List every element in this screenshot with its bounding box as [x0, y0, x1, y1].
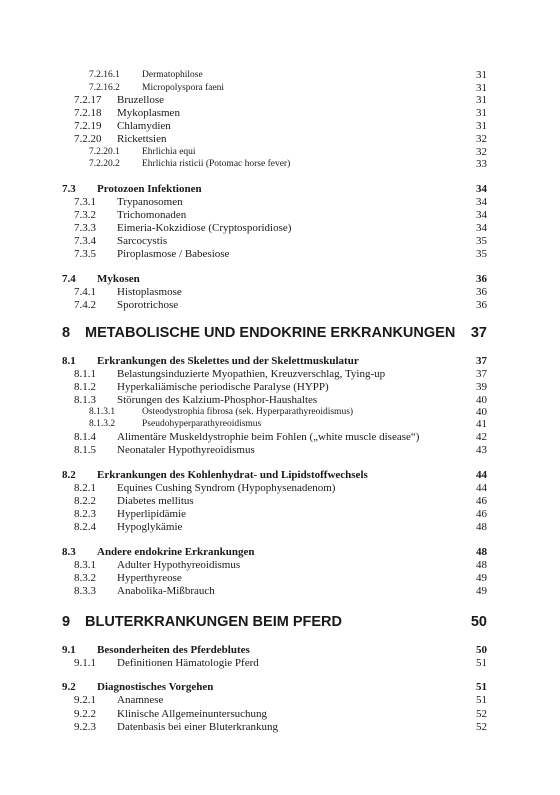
entry-number: 7.3.2 — [74, 209, 96, 221]
page-number: 49 — [476, 585, 487, 597]
page-number: 31 — [476, 120, 487, 132]
entry-number: 8.1.2 — [74, 381, 96, 393]
entry-number: 7.2.19 — [74, 120, 102, 132]
entry-number: 7.2.16.1 — [89, 70, 120, 80]
entry-number: 7.2.20.1 — [89, 147, 120, 157]
page-number: 40 — [476, 394, 487, 406]
entry-title: Osteodystrophia fibrosa (sek. Hyperparathyreoidismus) — [142, 407, 354, 417]
toc-entry — [0, 481, 560, 495]
entry-title: Trichomonaden — [117, 209, 187, 221]
page-number: 34 — [476, 222, 487, 234]
page-number: 31 — [476, 107, 487, 119]
entry-title: Belastungsinduzierte Myopathien, Kreuzverschlag, Tying-up — [117, 368, 386, 380]
page-number: 48 — [476, 559, 487, 571]
page-number: 35 — [476, 235, 487, 247]
entry-title: Mykosen — [97, 273, 140, 285]
toc-entry — [0, 93, 560, 107]
toc-entry — [0, 68, 560, 82]
page-number: 52 — [476, 708, 487, 720]
entry-title: Hyperkaliämische periodische Paralyse (HYPP) — [117, 381, 329, 393]
entry-title: Erkrankungen des Kohlenhydrat- und Lipidstoffwechsels — [97, 469, 368, 481]
toc-entry — [0, 380, 560, 394]
page-number: 42 — [476, 431, 487, 443]
page-number: 34 — [476, 196, 487, 208]
entry-number: 8.2.1 — [74, 482, 96, 494]
entry-title: METABOLISCHE UND ENDOKRINE ERKRANKUNGEN — [85, 325, 456, 341]
section-heading — [0, 545, 560, 559]
section-heading — [0, 643, 560, 657]
page-number: 35 — [476, 248, 487, 260]
entry-number: 8.3 — [62, 546, 76, 558]
entry-number: 7.3.3 — [74, 222, 96, 234]
entry-title: Sporotrichose — [117, 299, 179, 311]
entry-title: Pseudohyperparathyreoidismus — [142, 419, 262, 429]
entry-number: 7.3.4 — [74, 235, 96, 247]
entry-number: 8 — [62, 325, 71, 341]
toc-entry — [0, 221, 560, 235]
entry-title: Bruzellose — [117, 94, 165, 106]
entry-number: 8.2.2 — [74, 495, 96, 507]
entry-number: 7.2.16.2 — [89, 83, 120, 93]
page-number: 31 — [476, 94, 487, 106]
entry-title: Rickettsien — [117, 133, 167, 145]
toc-entry — [0, 443, 560, 457]
entry-number: 9 — [62, 614, 71, 630]
entry-title: Störungen des Kalzium-Phosphor-Haushaltes — [117, 394, 318, 406]
entry-title: Adulter Hypothyreoidismus — [117, 559, 241, 571]
entry-number: 9.2 — [62, 681, 76, 693]
entry-number: 7.2.20.2 — [89, 159, 120, 169]
entry-number: 9.2.2 — [74, 708, 96, 720]
entry-number: 9.2.1 — [74, 694, 96, 706]
entry-title: Micropolyspora faeni — [142, 83, 225, 93]
entry-title: Anamnese — [117, 694, 164, 706]
entry-number: 7.4.2 — [74, 299, 96, 311]
entry-number: 8.3.3 — [74, 585, 96, 597]
page-number: 36 — [476, 286, 487, 298]
toc-entry — [0, 571, 560, 585]
entry-number: 8.2 — [62, 469, 76, 481]
entry-title: Histoplasmose — [117, 286, 182, 298]
toc-entry — [0, 285, 560, 299]
page-number: 43 — [476, 444, 487, 456]
toc-entry — [0, 520, 560, 534]
page-number: 36 — [476, 273, 487, 285]
page-number: 34 — [476, 209, 487, 221]
section-heading — [0, 680, 560, 694]
page-number: 31 — [476, 69, 487, 81]
entry-title: Ehrlichia risticii (Potomac horse fever) — [142, 159, 291, 169]
entry-number: 8.1.3.2 — [89, 419, 116, 429]
toc-entry — [0, 693, 560, 707]
toc-entry — [0, 507, 560, 521]
entry-number: 8.3.1 — [74, 559, 96, 571]
toc-entry — [0, 367, 560, 381]
page-number: 46 — [476, 508, 487, 520]
page-number: 50 — [470, 614, 487, 630]
entry-title: Sarcocystis — [117, 235, 168, 247]
section-heading — [0, 272, 560, 286]
entry-title: Alimentäre Muskeldystrophie beim Fohlen („white muscle disease“) — [117, 431, 420, 443]
entry-title: Neonataler Hypothyreoidismus — [117, 444, 255, 456]
page-number: 52 — [476, 721, 487, 733]
page-number: 44 — [476, 469, 487, 481]
entry-number: 7.3 — [62, 183, 76, 195]
entry-title: Andere endokrine Erkrankungen — [97, 546, 255, 558]
entry-number: 8.1.1 — [74, 368, 96, 380]
chapter-heading — [0, 323, 560, 343]
page-number: 48 — [476, 521, 487, 533]
page-number: 51 — [476, 681, 487, 693]
toc-entry — [0, 119, 560, 133]
entry-number: 8.3.2 — [74, 572, 96, 584]
entry-title: Dermatophilose — [142, 70, 203, 80]
entry-title: Datenbasis bei einer Bluterkrankung — [117, 721, 278, 733]
page-number: 49 — [476, 572, 487, 584]
page-number: 33 — [476, 158, 487, 170]
entry-title: Besonderheiten des Pferdeblutes — [97, 644, 250, 656]
entry-number: 8.2.3 — [74, 508, 96, 520]
toc-entry — [0, 247, 560, 261]
toc-entry — [0, 195, 560, 209]
toc-entry — [0, 656, 560, 670]
entry-title: Hyperthyreose — [117, 572, 182, 584]
chapter-heading — [0, 612, 560, 632]
entry-title: Klinische Allgemeinuntersuchung — [117, 708, 267, 720]
section-heading — [0, 354, 560, 368]
entry-number: 8.1.5 — [74, 444, 96, 456]
entry-title: Hypoglykämie — [117, 521, 183, 533]
page-number: 31 — [476, 82, 487, 94]
page-number: 46 — [476, 495, 487, 507]
entry-title: Trypanosomen — [117, 196, 183, 208]
entry-number: 7.2.18 — [74, 107, 102, 119]
entry-title: Piroplasmose / Babesiose — [117, 248, 230, 260]
page-number: 37 — [476, 355, 487, 367]
page-number: 36 — [476, 299, 487, 311]
entry-title: Anabolika-Mißbrauch — [117, 585, 215, 597]
page-number: 34 — [476, 183, 487, 195]
entry-number: 7.2.20 — [74, 133, 102, 145]
entry-title: Chlamydien — [117, 120, 171, 132]
entry-title: Equines Cushing Syndrom (Hypophysenadenom) — [117, 482, 336, 494]
entry-title: BLUTERKRANKUNGEN BEIM PFERD — [85, 614, 342, 630]
entry-title: Eimeria-Kokzidiose (Cryptosporidiose) — [117, 222, 292, 234]
entry-number: 8.1 — [62, 355, 76, 367]
entry-number: 8.1.4 — [74, 431, 96, 443]
entry-title: Hyperlipidämie — [117, 508, 187, 520]
entry-title: Mykoplasmen — [117, 107, 180, 119]
entry-title: Protozoen Infektionen — [97, 183, 202, 195]
toc-entry — [0, 584, 560, 598]
page-number: 44 — [476, 482, 487, 494]
page-number: 32 — [476, 146, 487, 158]
page-number: 41 — [476, 418, 487, 430]
entry-number: 7.3.5 — [74, 248, 96, 260]
page-number: 48 — [476, 546, 487, 558]
entry-number: 9.1 — [62, 644, 76, 656]
entry-title: Erkrankungen des Skelettes und der Skelettmuskulatur — [97, 355, 359, 367]
page-number: 37 — [476, 368, 487, 380]
toc-entry — [0, 417, 560, 431]
page-number: 32 — [476, 133, 487, 145]
section-heading — [0, 182, 560, 196]
entry-number: 8.1.3 — [74, 394, 96, 406]
entry-title: Ehrlichia equi — [142, 147, 196, 157]
entry-number: 9.1.1 — [74, 657, 96, 669]
toc-entry — [0, 720, 560, 734]
entry-title: Diagnostisches Vorgehen — [97, 681, 214, 693]
toc-entry — [0, 132, 560, 146]
entry-title: Diabetes mellitus — [117, 495, 194, 507]
page-number: 51 — [476, 694, 487, 706]
toc-entry — [0, 208, 560, 222]
entry-number: 7.2.17 — [74, 94, 102, 106]
page-number: 51 — [476, 657, 487, 669]
toc-entry — [0, 707, 560, 721]
toc-entry — [0, 234, 560, 248]
toc-entry — [0, 558, 560, 572]
entry-number: 8.1.3.1 — [89, 407, 116, 417]
section-heading — [0, 468, 560, 482]
toc-entry — [0, 157, 560, 171]
page-number: 37 — [470, 325, 487, 341]
toc-entry — [0, 106, 560, 120]
entry-number: 7.4 — [62, 273, 76, 285]
entry-number: 9.2.3 — [74, 721, 96, 733]
page-number: 39 — [476, 381, 487, 393]
entry-title: Definitionen Hämatologie Pferd — [117, 657, 259, 669]
page-number: 50 — [476, 644, 487, 656]
toc-entry — [0, 494, 560, 508]
entry-number: 7.3.1 — [74, 196, 96, 208]
entry-number: 8.2.4 — [74, 521, 96, 533]
entry-number: 7.4.1 — [74, 286, 96, 298]
toc-entry — [0, 298, 560, 312]
page-number: 40 — [476, 406, 487, 418]
toc-entry — [0, 430, 560, 444]
